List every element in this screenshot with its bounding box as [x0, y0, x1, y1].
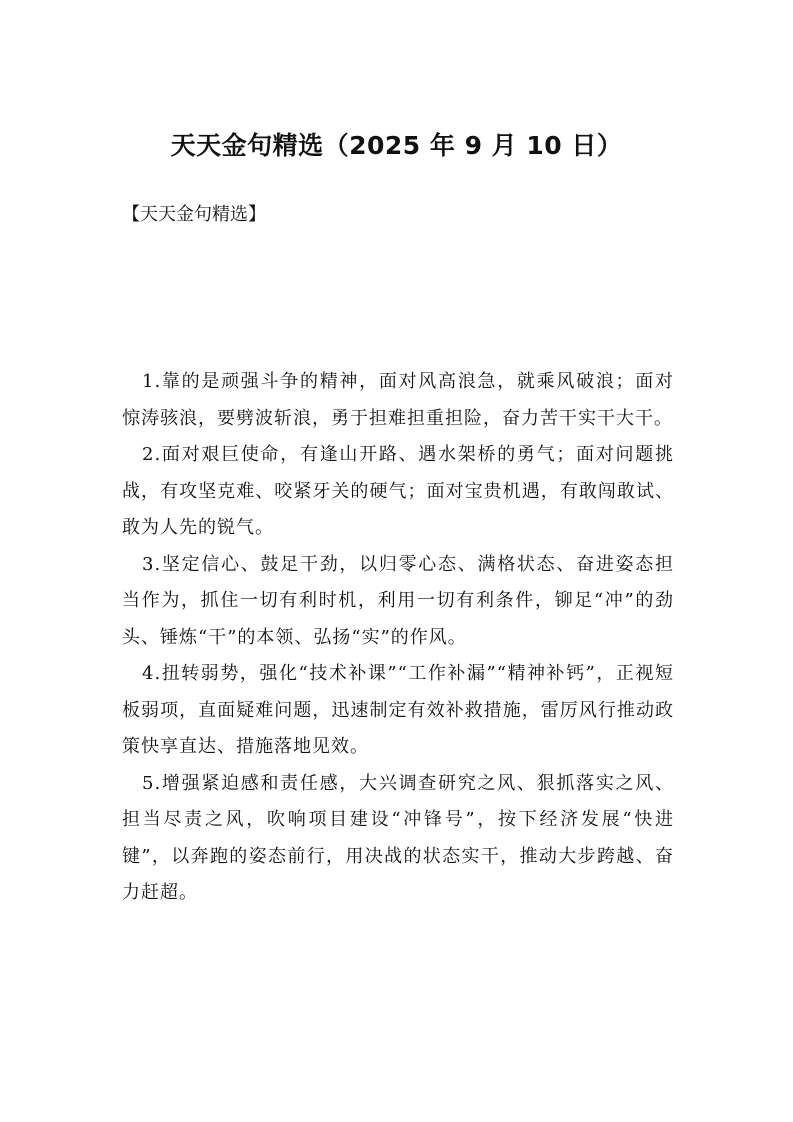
paragraph-2: 2.面对艰巨使命，有逢山开路、遇水架桥的勇气；面对问题挑战，有攻坚克难、咬紧牙关的硬气；面对宝贵机遇，有敢闯敢试、敢为人先的锐气。: [122, 444, 674, 538]
document-body: [122, 364, 674, 912]
document-title: 天天金句精选（2025 年 9 月 10 日）: [170, 131, 623, 160]
paragraph-5: 5.增强紧迫感和责任感，大兴调查研究之风、狠抓落实之风、担当尽责之风，吹响项目建设“冲锋号”，按下经济发展“快进键”，以奔跑的姿态前行，用决战的状态实干，推动大步跨越、奋力赶超。: [122, 772, 674, 903]
section-label: 【天天金句精选】: [122, 204, 266, 225]
paragraph-1: 1.靠的是顽强斗争的精神，面对风高浪急，就乘风破浪；面对惊涛骇浪，要劈波斩浪，勇于担难担重担险，奋力苦干实干大干。: [122, 371, 674, 429]
paragraph-3: 3.坚定信心、鼓足干劲，以归零心态、满格状态、奋进姿态担当作为，抓住一切有利时机，利用一切有利条件，铆足“冲”的劲头、锤炼“干”的本领、弘扬“实”的作风。: [122, 553, 674, 648]
paragraph-4: 4.扭转弱势，强化“技术补课”“工作补漏”“精神补钙”，正视短板弱项，直面疑难问题，迅速制定有效补救措施，雷厉风行推动政策快享直达、措施落地见效。: [122, 663, 674, 757]
